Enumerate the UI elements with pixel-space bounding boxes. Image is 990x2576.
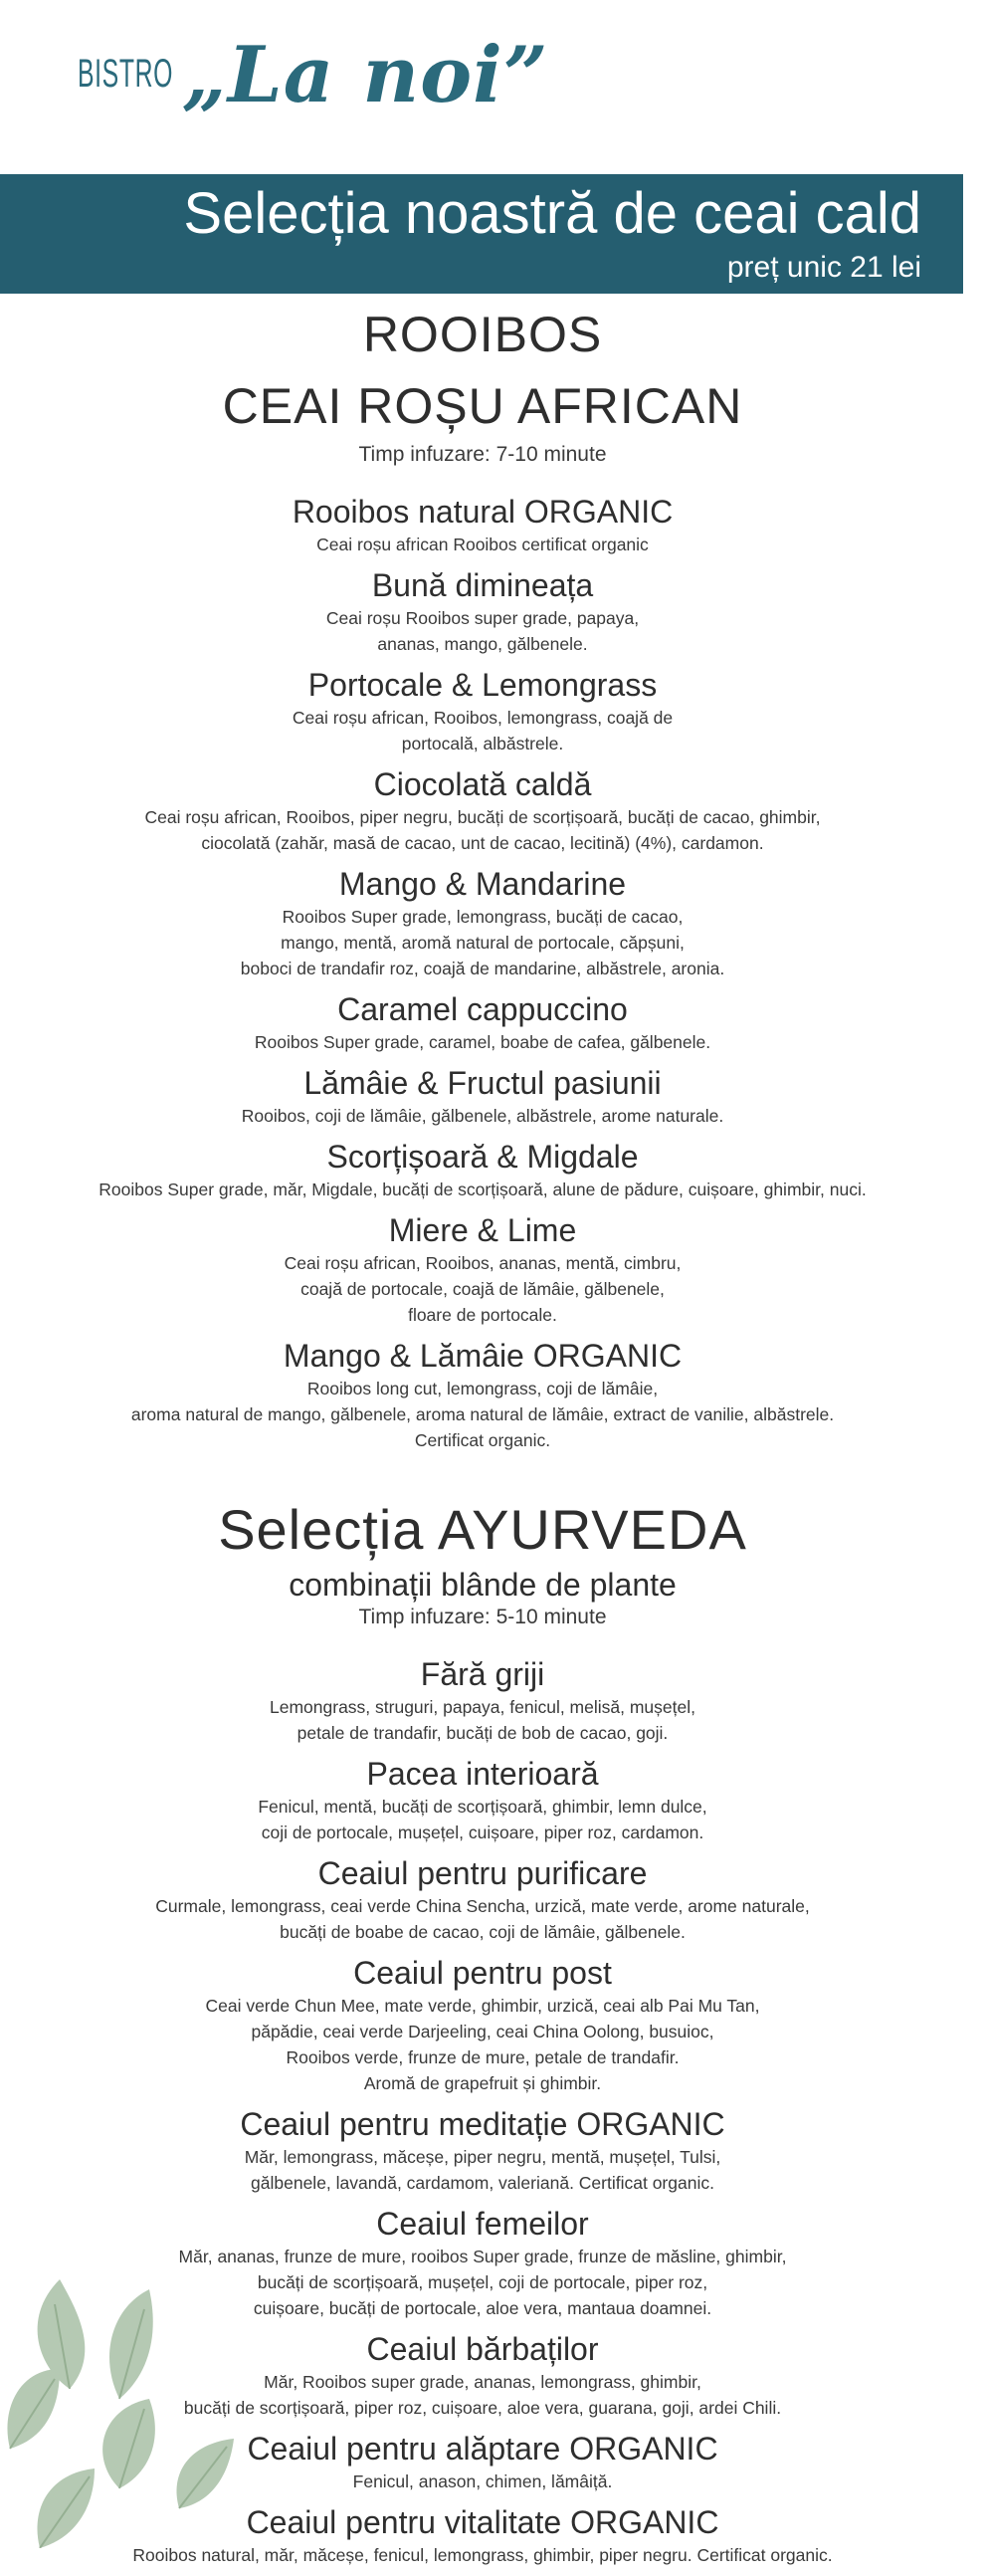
tea-item	[0, 1754, 965, 1845]
tea-item	[0, 2104, 965, 2196]
bistro-logo	[78, 30, 549, 139]
section-title-line: CEAI ROȘU AFRICAN	[222, 378, 743, 434]
tea-item	[0, 1210, 965, 1328]
tea-name: Bună dimineața	[371, 567, 594, 603]
tea-name: Mango & Lămâie ORGANIC	[283, 1338, 683, 1374]
tea-description: Măr, Rooibos super grade, ananas, lemongrass, ghimbir, bucăți de scorțișoară, piper roz, cuișoare, aloe vera, guarana, goji, ardei Chili.	[183, 2372, 782, 2418]
tea-description: Ceai roșu african Rooibos certificat organic	[316, 535, 649, 554]
tea-list	[0, 492, 965, 1453]
spacer	[0, 1630, 965, 1654]
tea-description: Ceai roșu african, Rooibos, piper negru, bucăți de scorțișoară, bucăți de cacao, ghimbir, ciocolată (zahăr, masă de cacao, unt de cacao, lecitină) (4%), cardamon.	[144, 807, 821, 853]
tea-name: Pacea interioară	[366, 1756, 599, 1792]
spacer	[0, 468, 965, 492]
tea-description: Rooibos, coji de lămâie, gălbenele, albăstrele, arome naturale.	[241, 1106, 724, 1126]
tea-name: Rooibos natural ORGANIC	[292, 494, 674, 530]
tea-name: Fără griji	[420, 1656, 545, 1692]
tea-name: Portocale & Lemongrass	[307, 667, 658, 703]
menu-content	[0, 299, 965, 2576]
logo-prefix: BISTRO	[78, 52, 174, 96]
tea-item	[0, 764, 965, 856]
banner-title: Selecția noastră de ceai cald	[183, 181, 921, 246]
tea-name: Ceaiul pentru post	[353, 1955, 612, 1991]
tea-name: Scorțișoară & Migdale	[326, 1139, 639, 1175]
tea-item	[0, 665, 965, 756]
tea-description: Măr, lemongrass, măceșe, piper negru, mentă, mușețel, Tulsi, gălbenele, lavandă, cardamom, valeriană. Certificat organic.	[244, 2147, 721, 2193]
tea-item	[0, 989, 965, 1055]
tea-description: Rooibos natural, măr, măceșe, fenicul, lemongrass, ghimbir, piper negru. Certificat organic.	[132, 2545, 833, 2565]
tea-name: Miere & Lime	[388, 1212, 577, 1248]
tea-item	[0, 864, 965, 981]
infusion-time: Timp infuzare: 5-10 minute	[358, 1606, 607, 1628]
leaf-decoration-icon	[0, 2259, 259, 2548]
tea-item	[0, 1853, 965, 1945]
tea-description: Ceai verde Chun Mee, mate verde, ghimbir, urzică, ceai alb Pai Mu Tan, păpădie, ceai verde Darjeeling, ceai China Oolong, busuioc, Rooibos verde, frunze de mure, petale de trandafir. Aromă de grapefruit și ghimbir.	[205, 1996, 760, 2093]
tea-name: Ceaiul pentru alăptare ORGANIC	[247, 2431, 718, 2467]
header-banner	[0, 174, 963, 294]
tea-item	[0, 1336, 965, 1453]
tea-description: Fenicul, mentă, bucăți de scorțișoară, ghimbir, lemn dulce, coji de portocale, mușețel, cuișoare, piper roz, cardamon.	[258, 1797, 707, 1842]
section-title-line: ROOIBOS	[362, 307, 603, 362]
tea-name: Ceaiul pentru meditație ORGANIC	[240, 2106, 725, 2142]
tea-name: Mango & Mandarine	[338, 866, 627, 902]
tea-description: Ceai roșu african, Rooibos, ananas, mentă, cimbru, coajă de portocale, coajă de lămâie, gălbenele, floare de portocale.	[284, 1253, 682, 1325]
tea-item	[0, 1654, 965, 1746]
tea-description: Ceai roșu african, Rooibos, lemongrass, coajă de portocală, albăstrele.	[292, 708, 674, 753]
tea-description: Fenicul, anason, chimen, lămâiță.	[352, 2471, 613, 2491]
tea-description: Lemongrass, struguri, papaya, fenicul, melisă, mușețel, petale de trandafir, bucăți de bob de cacao, goji.	[270, 1697, 695, 1743]
tea-description: Rooibos Super grade, lemongrass, bucăți de cacao, mango, mentă, aromă natural de portocale, căpșuni, boboci de trandafir roz, coajă de mandarine, albăstrele, aronia.	[240, 907, 725, 978]
tea-item	[0, 492, 965, 557]
tea-description: Măr, ananas, frunze de mure, rooibos Super grade, frunze de măsline, ghimbir, bucăți de scorțișoară, mușețel, coji de portocale, piper roz, cuișoare, bucăți de portocale, aloe vera, mantaua doamnei.	[178, 2247, 787, 2318]
tea-item	[0, 1137, 965, 1202]
tea-description: Ceai roșu Rooibos super grade, papaya, ananas, mango, gălbenele.	[325, 608, 640, 654]
infusion-time: Timp infuzare: 7-10 minute	[358, 443, 607, 466]
tea-item	[0, 1063, 965, 1129]
tea-name: Caramel cappuccino	[337, 991, 628, 1027]
section-rooibos	[0, 299, 965, 1453]
tea-name: Ceaiul femeilor	[376, 2206, 589, 2242]
tea-item	[0, 1953, 965, 2096]
tea-description: Rooibos Super grade, măr, Migdale, bucăți de scorțișoară, alune de pădure, cuișoare, ghimbir, nuci.	[99, 1180, 867, 1199]
section-subtitle: combinații blânde de plante	[289, 1567, 677, 1603]
section-title: Selecția AYURVEDA	[218, 1498, 747, 1561]
tea-name: Ciocolată caldă	[373, 766, 592, 802]
tea-name: Ceaiul bărbaților	[366, 2331, 599, 2367]
tea-description: Rooibos long cut, lemongrass, coji de lămâie, aroma natural de mango, gălbenele, aroma natural de lămâie, extract de vanilie, albăstrele. Certificat organic.	[130, 1379, 835, 1450]
logo-name: „La noi”	[182, 30, 549, 120]
tea-name: Lămâie & Fructul pasiunii	[303, 1065, 662, 1101]
tea-name: Ceaiul pentru purificare	[317, 1855, 648, 1891]
banner-subtitle: preț unic 21 lei	[726, 251, 921, 284]
tea-description: Curmale, lemongrass, ceai verde China Sencha, urzică, mate verde, arome naturale, bucăți de boabe de cacao, coji de lămâie, gălbenele.	[155, 1896, 810, 1942]
tea-name: Ceaiul pentru vitalitate ORGANIC	[246, 2504, 719, 2540]
tea-item	[0, 565, 965, 657]
tea-description: Rooibos Super grade, caramel, boabe de cafea, gălbenele.	[254, 1032, 711, 1052]
